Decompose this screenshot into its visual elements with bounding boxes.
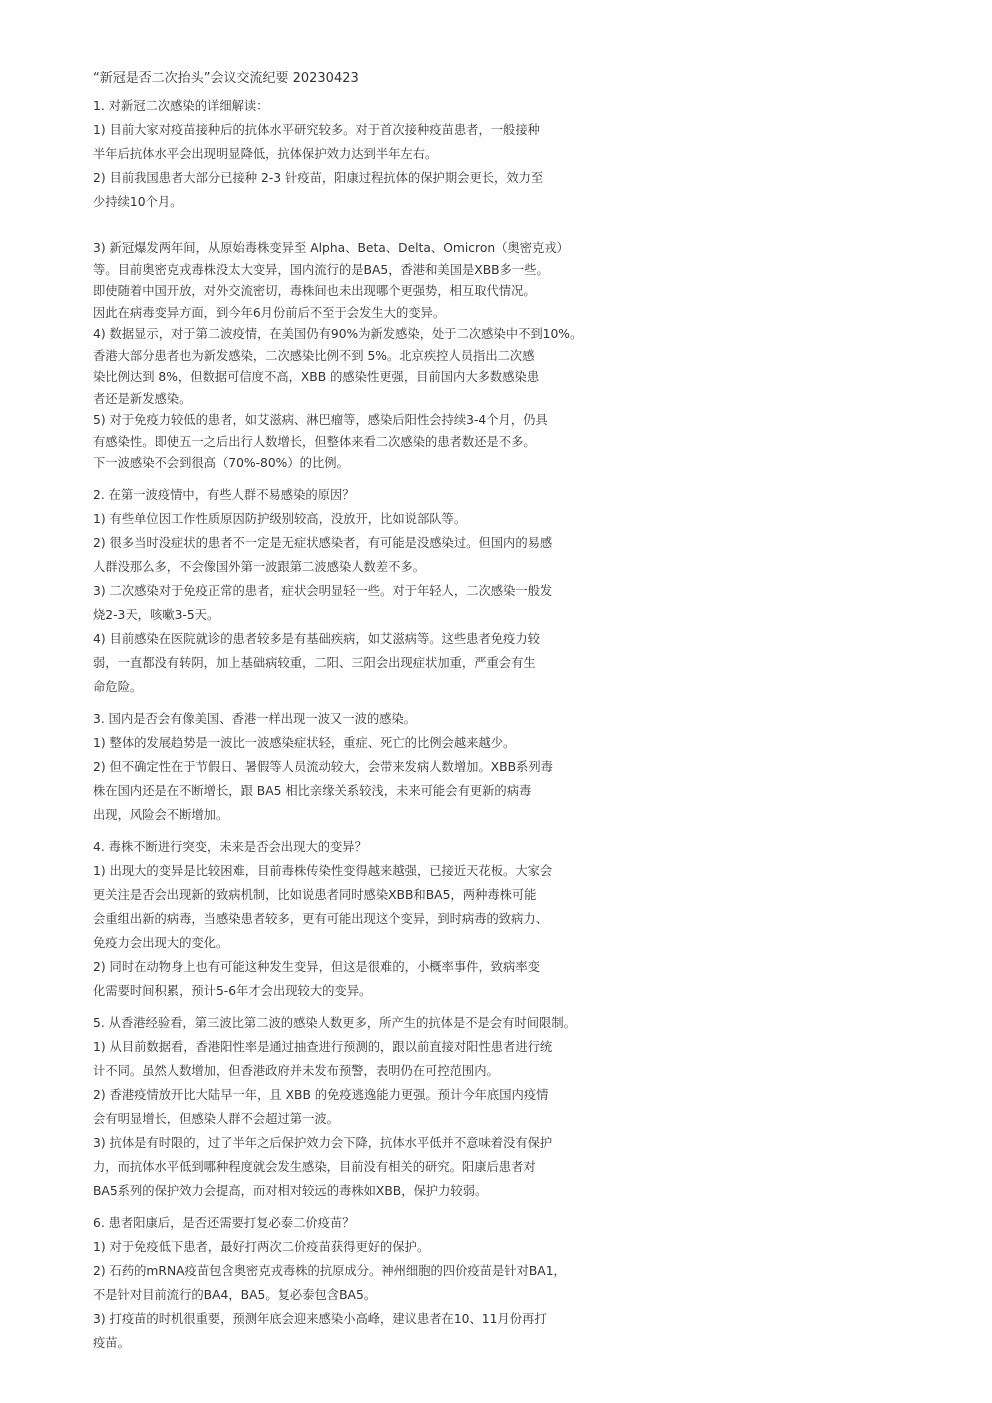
paragraph-line: 化需要时间积累，预计5-6年才会出现较大的变异。 — [93, 983, 372, 998]
paragraph-line: 即使随着中国开放，对外交流密切，毒株间也未出现哪个更强势，相互取代情况。 — [93, 284, 536, 298]
section-gap — [93, 475, 653, 483]
paragraph-line: 人群没那么多，不会像国外第一波跟第二波感染人数差不多。 — [93, 559, 426, 574]
paragraph-line: 不是针对目前流行的BA4，BA5。复必泰包含BA5。 — [93, 1287, 377, 1302]
paragraph-line: 3) 二次感染对于免疫正常的患者，症状会明显轻一些。对于年轻人，二次感染一般发 — [93, 583, 553, 598]
section-4 — [93, 835, 653, 1003]
paragraph-line: 1) 目前大家对疫苗接种后的抗体水平研究较多。对于首次接种疫苗患者，一般接种 — [93, 123, 540, 137]
section-4-heading: 4. 毒株不断进行突变，未来是否会出现大的变异？ — [93, 839, 367, 854]
paragraph-line: 香港大部分患者也为新发感染，二次感染比例不到 5%。北京疾控人员指出二次感 — [93, 348, 535, 363]
section-3 — [93, 707, 653, 827]
paragraph-line: 1) 整体的发展趋势是一波比一波感染症状轻，重症、死亡的比例会越来越少。 — [93, 735, 516, 750]
paragraph-line: 2) 但不确定性在于节假日、暑假等人员流动较大，会带来发病人数增加。XBB系列毒 — [93, 759, 553, 774]
paragraph-line: 疫苗。 — [93, 1335, 130, 1350]
paragraph-line: 3) 抗体是有时限的，过了半年之后保护效力会下降，抗体水平低并不意味着没有保护 — [93, 1135, 553, 1150]
paragraph-line: 2) 石药的mRNA疫苗包含奥密克戎毒株的抗原成分。神州细胞的四价疫苗是针对BA1， — [93, 1263, 566, 1278]
paragraph-line: 4) 数据显示，对于第二波疫情，在美国仍有90%为新发感染，处于二次感染中不到10%。 — [93, 327, 583, 341]
paragraph-line: 出现，风险会不断增加。 — [93, 807, 229, 822]
paragraph-line: 会重组出新的病毒，当感染患者较多，更有可能出现这个变异，到时病毒的致病力、 — [93, 911, 548, 926]
section-gap — [93, 1003, 653, 1011]
paragraph-line: 3) 打疫苗的时机很重要，预测年底会迎来感染小高峰，建议患者在10、11月份再打 — [93, 1311, 547, 1326]
paragraph-line: 者还是新发感染。 — [93, 391, 192, 406]
paragraph-line: 有感染性。即使五一之后出行人数增长，但整体来看二次感染的患者数还是不多。 — [93, 434, 536, 449]
blank-gap — [93, 214, 653, 238]
paragraph-line: 下一波感染不会到很高（70%-80%）的比例。 — [93, 456, 349, 470]
document-title: “新冠是否二次抬头”会议交流纪要 20230423 — [93, 71, 359, 86]
section-gap — [93, 1203, 653, 1211]
paragraph-line: 力，而抗体水平低到哪种程度就会发生感染，目前没有相关的研究。阳康后患者对 — [93, 1159, 536, 1174]
paragraph-line: 染比例达到 8%，但数据可信度不高，XBB 的感染性更强，目前国内大多数感染患 — [93, 370, 540, 384]
paragraph-line: 1) 从目前数据看，香港阳性率是通过抽查进行预测的，跟以前直接对阳性患者进行统 — [93, 1039, 553, 1054]
paragraph-line: 1) 有些单位因工作性质原因防护级别较高，没放开，比如说部队等。 — [93, 511, 467, 526]
section-2-heading: 2. 在第一波疫情中，有些人群不易感染的原因？ — [93, 487, 355, 502]
document-page — [93, 70, 653, 1355]
paragraph-line: 更关注是否会出现新的致病机制，比如说患者同时感染XBB和BA5，两种毒株可能 — [93, 887, 537, 902]
paragraph-line: 株在国内还是在不断增长，跟 BA5 相比亲缘关系较浅，未来可能会有更新的病毒 — [93, 783, 532, 798]
section-gap — [93, 699, 653, 707]
paragraph-line: 等。目前奥密克戎毒株没太大变异，国内流行的是BA5，香港和美国是XBB多一些。 — [93, 262, 549, 277]
paragraph-line: 4) 目前感染在医院就诊的患者较多是有基础疾病，如艾滋病等。这些患者免疫力较 — [93, 631, 540, 646]
paragraph-line: 少持续10个月。 — [93, 195, 183, 209]
paragraph-line: 因此在病毒变异方面，到今年6月份前后不至于会发生大的变异。 — [93, 305, 446, 320]
paragraph-line: 2) 香港疫情放开比大陆早一年，且 XBB 的免疫逃逸能力更强。预计今年底国内疫情 — [93, 1087, 549, 1102]
section-2 — [93, 483, 653, 699]
paragraph-line: 1) 出现大的变异是比较困难，目前毒株传染性变得越来越强，已接近天花板。大家会 — [93, 863, 553, 878]
section-5-heading: 5. 从香港经验看，第三波比第二波的感染人数更多，所产生的抗体是不是会有时间限制。 — [93, 1015, 576, 1030]
paragraph-line: 2) 很多当时没症状的患者不一定是无症状感染者，有可能是没感染过。但国内的易感 — [93, 535, 553, 550]
section-1-heading: 1. 对新冠二次感染的详细解读： — [93, 99, 269, 113]
paragraph-line: 2) 目前我国患者大部分已接种 2-3 针疫苗，阳康过程抗体的保护期会更长，效力至 — [93, 171, 544, 185]
paragraph-line: 会有明显增长，但感染人群不会超过第一波。 — [93, 1111, 339, 1126]
paragraph-line: 计不同。虽然人数增加，但香港政府并未发布预警，表明仍在可控范围内。 — [93, 1063, 499, 1078]
paragraph-line: 弱，一直都没有转阴，加上基础病较重，二阳、三阳会出现症状加重，严重会有生 — [93, 655, 536, 670]
paragraph-line: 2) 同时在动物身上也有可能这种发生变异，但这是很难的，小概率事件，致病率变 — [93, 959, 540, 974]
section-1 — [93, 94, 653, 475]
paragraph-line: BA5系列的保护效力会提高，而对相对较远的毒株如XBB，保护力较弱。 — [93, 1183, 488, 1198]
section-5 — [93, 1011, 653, 1203]
section-3-heading: 3. 国内是否会有像美国、香港一样出现一波又一波的感染。 — [93, 711, 417, 726]
paragraph-line: 免疫力会出现大的变化。 — [93, 935, 229, 950]
section-6 — [93, 1211, 653, 1355]
paragraph-line: 半年后抗体水平会出现明显降低，抗体保护效力达到半年左右。 — [93, 147, 438, 161]
section-6-heading: 6. 患者阳康后，是否还需要打复必泰二价疫苗？ — [93, 1215, 355, 1230]
paragraph-line: 命危险。 — [93, 679, 143, 694]
paragraph-line: 5) 对于免疫力较低的患者，如艾滋病、淋巴瘤等，感染后阳性会持续3-4个月，仍具 — [93, 413, 548, 427]
section-gap — [93, 827, 653, 835]
paragraph-line: 3) 新冠爆发两年间，从原始毒株变异至 Alpha、Beta、Delta、Omicron（奥密克戎） — [93, 241, 569, 255]
paragraph-line: 烧2-3天，咳嗽3-5天。 — [93, 607, 220, 622]
paragraph-line: 1) 对于免疫低下患者，最好打两次二价疫苗获得更好的保护。 — [93, 1239, 430, 1254]
